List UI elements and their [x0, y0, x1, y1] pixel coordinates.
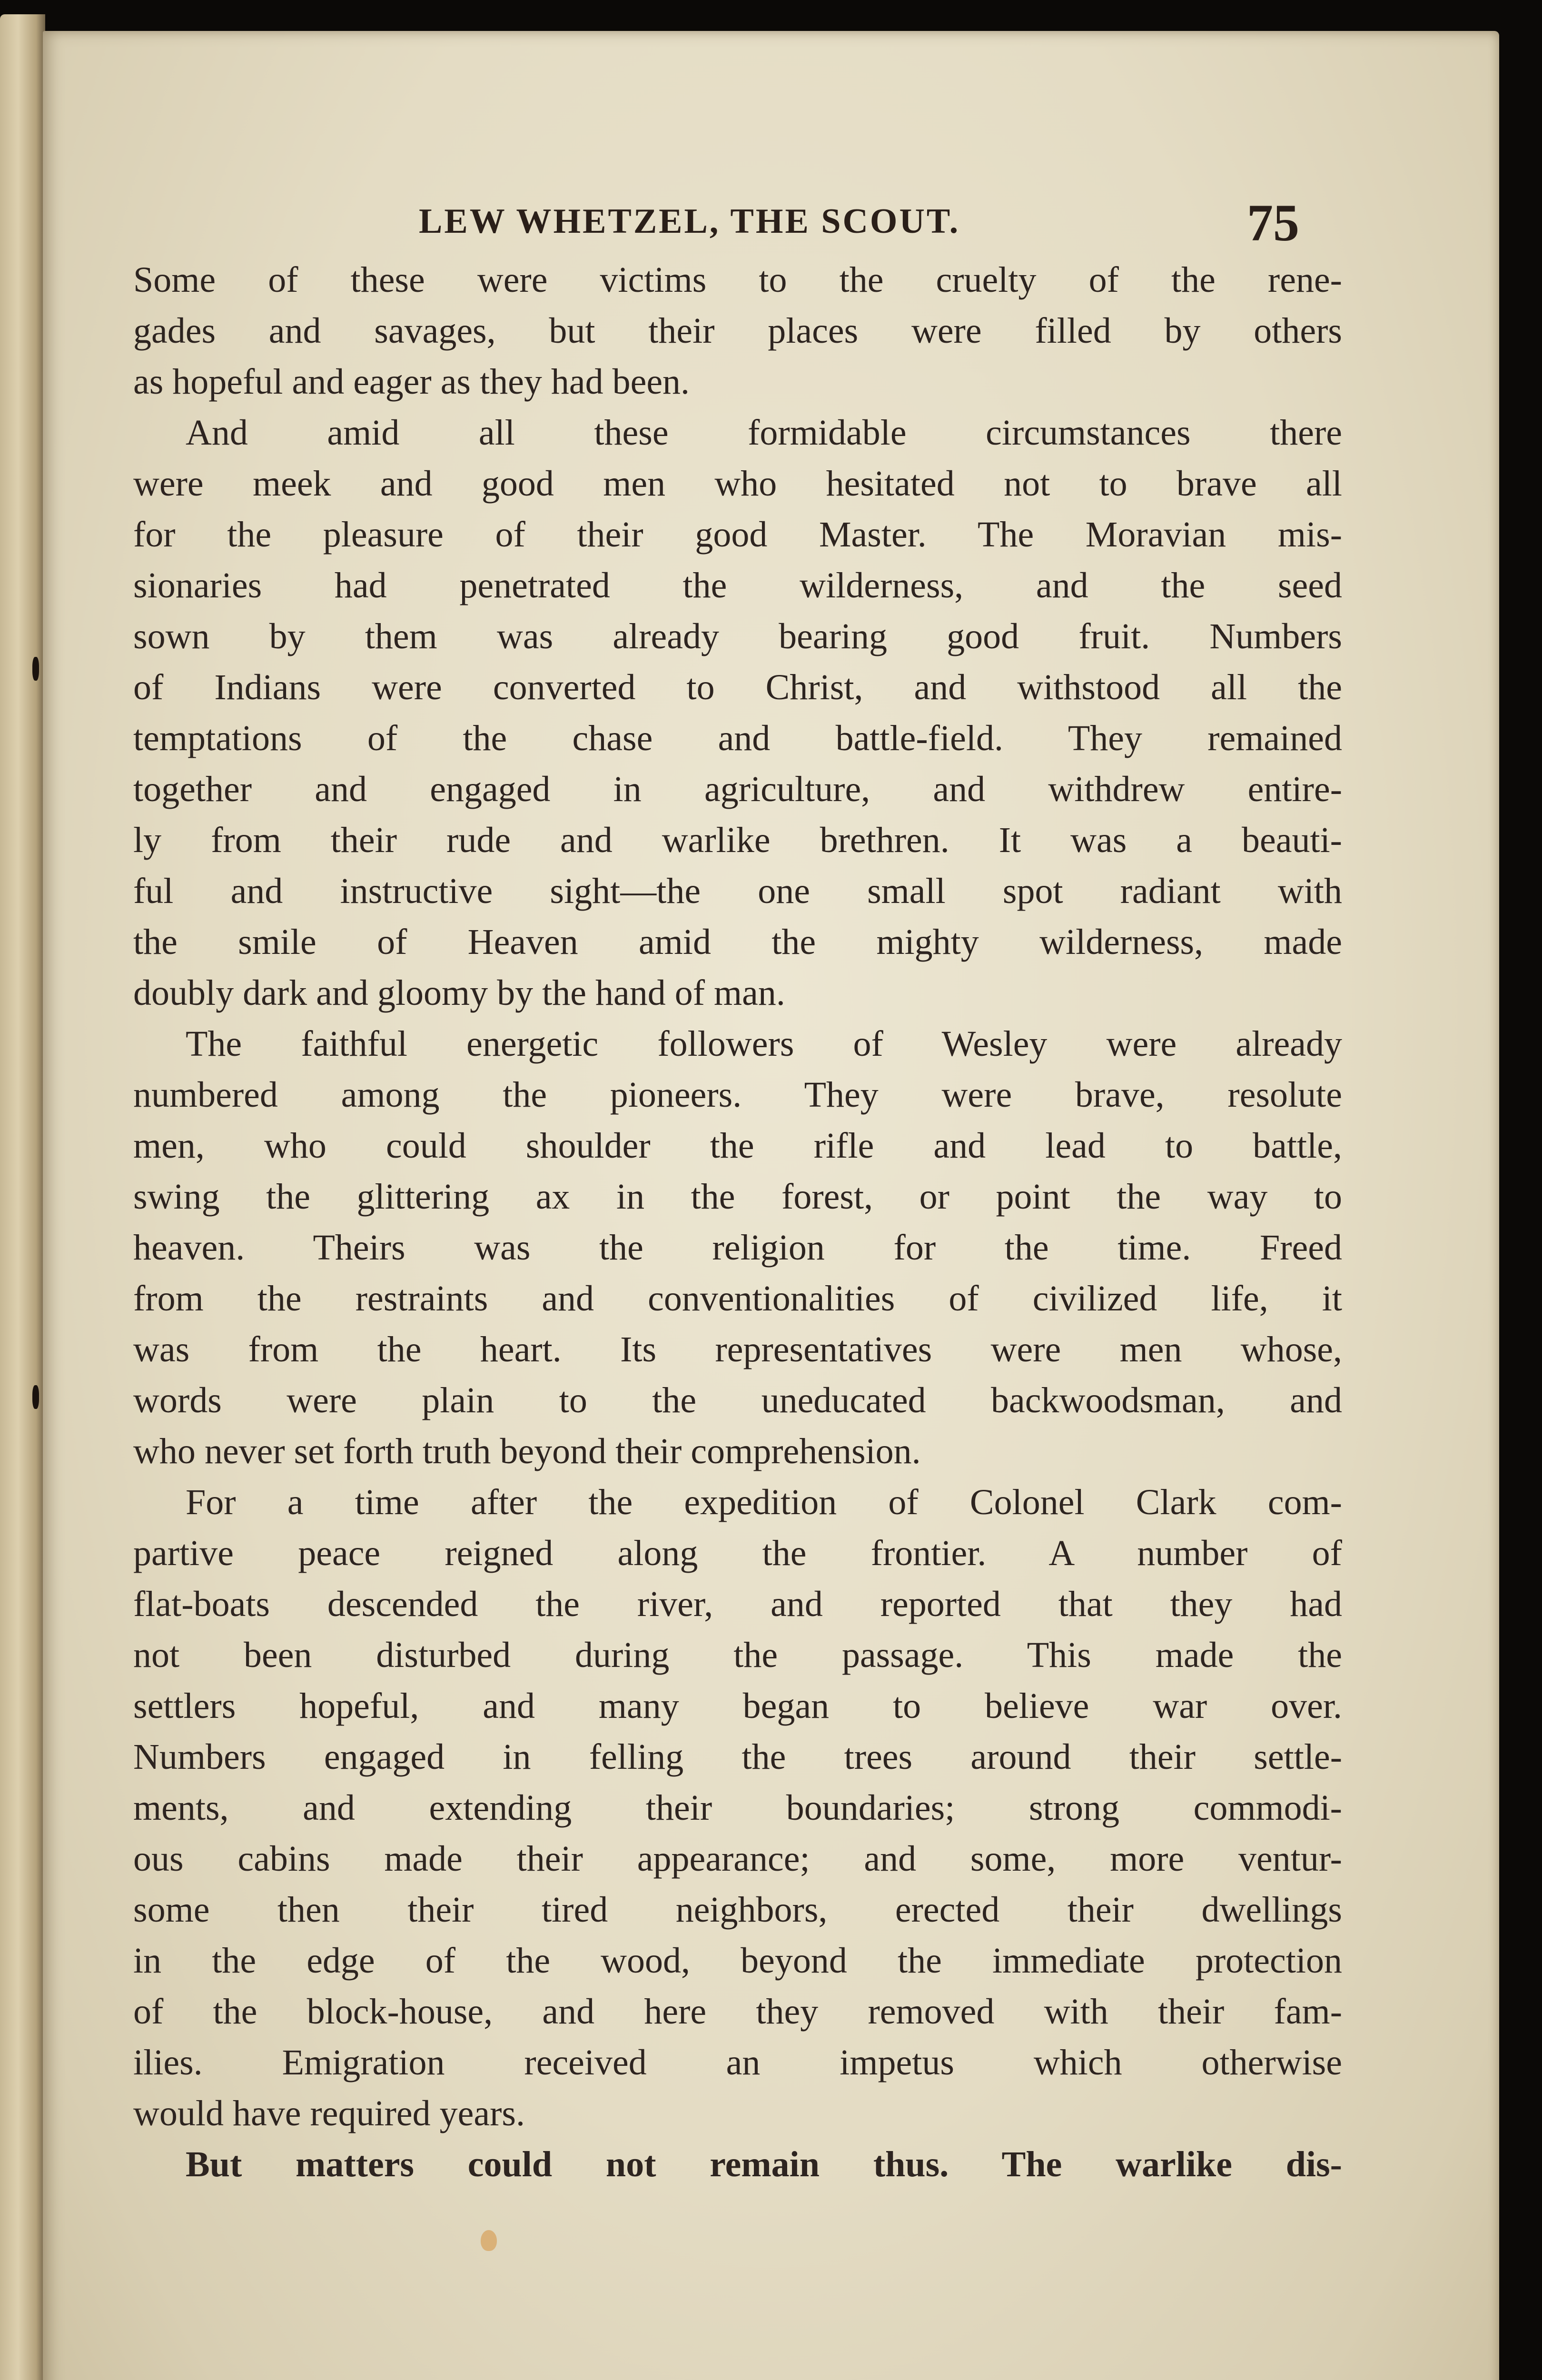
text-line: flat-boats descended the river, and reported that they had	[133, 1584, 1342, 1624]
book-page	[43, 31, 1499, 2380]
text-line: partive peace reigned along the frontier. A number of	[133, 1533, 1342, 1573]
text-line: were meek and good men who hesitated not to brave all	[133, 464, 1342, 504]
text-line: some then their tired neighbors, erected their dwellings	[133, 1890, 1342, 1930]
text-line: of Indians were converted to Christ, and withstood all the	[133, 667, 1342, 707]
text-line: For a time after the expedition of Colonel Clark com-	[186, 1482, 1342, 1522]
binding-mark	[32, 657, 39, 681]
text-line: sionaries had penetrated the wilderness, and the seed	[133, 565, 1342, 605]
text-line: settlers hopeful, and many began to believe war over.	[133, 1686, 1342, 1726]
text-line: ilies. Emigration received an impetus which otherwise	[133, 2043, 1342, 2082]
text-line: the smile of Heaven amid the mighty wilderness, made	[133, 922, 1342, 962]
binding-edge	[0, 14, 45, 2380]
text-line: But matters could not remain thus. The warlike dis-	[186, 2144, 1342, 2184]
text-line: doubly dark and gloomy by the hand of man.	[133, 973, 785, 1013]
text-line: words were plain to the uneducated backwoodsman, and	[133, 1380, 1342, 1420]
text-line: temptations of the chase and battle-field. They remained	[133, 718, 1342, 758]
text-line: swing the glittering ax in the forest, or point the way to	[133, 1177, 1342, 1217]
text-line: numbered among the pioneers. They were brave, resolute	[133, 1075, 1342, 1115]
page-header	[43, 174, 1499, 252]
text-line: together and engaged in agriculture, and withdrew entire-	[133, 769, 1342, 809]
text-line: ly from their rude and warlike brethren. It was a beauti-	[133, 820, 1342, 860]
text-line: in the edge of the wood, beyond the immediate protection	[133, 1941, 1342, 1981]
text-line: The faithful energetic followers of Wesley were already	[186, 1024, 1342, 1064]
text-line: gades and savages, but their places were filled by others	[133, 311, 1342, 351]
text-line: Numbers engaged in felling the trees around their settle-	[133, 1737, 1342, 1777]
text-line: as hopeful and eager as they had been.	[133, 362, 690, 402]
running-head: LEW WHETZEL, THE SCOUT.	[419, 202, 960, 241]
page-number: 75	[1247, 194, 1299, 252]
binding-mark	[32, 1385, 39, 1409]
text-line: sown by them was already bearing good fruit. Numbers	[133, 616, 1342, 656]
text-line: ments, and extending their boundaries; strong commodi-	[133, 1788, 1342, 1828]
text-line: And amid all these formidable circumstances there	[186, 413, 1342, 453]
text-line: not been disturbed during the passage. This made the	[133, 1635, 1342, 1675]
body-text	[133, 255, 1342, 2190]
text-line: for the pleasure of their good Master. The Moravian mis-	[133, 515, 1342, 555]
text-line: Some of these were victims to the cruelty of the rene-	[133, 260, 1342, 300]
text-line: was from the heart. Its representatives were men whose,	[133, 1329, 1342, 1369]
text-line: from the restraints and conventionalities of civilized life, it	[133, 1279, 1342, 1319]
text-line: who never set forth truth beyond their comprehension.	[133, 1431, 921, 1471]
text-line: heaven. Theirs was the religion for the time. Freed	[133, 1228, 1342, 1268]
paper-stain	[481, 2230, 497, 2251]
text-line: ous cabins made their appearance; and some, more ventur-	[133, 1839, 1342, 1879]
text-line: ful and instructive sight—the one small spot radiant with	[133, 871, 1342, 911]
text-line: men, who could shoulder the rifle and lead to battle,	[133, 1126, 1342, 1166]
text-line: of the block-house, and here they removed with their fam-	[133, 1992, 1342, 2032]
text-line: would have required years.	[133, 2093, 525, 2133]
